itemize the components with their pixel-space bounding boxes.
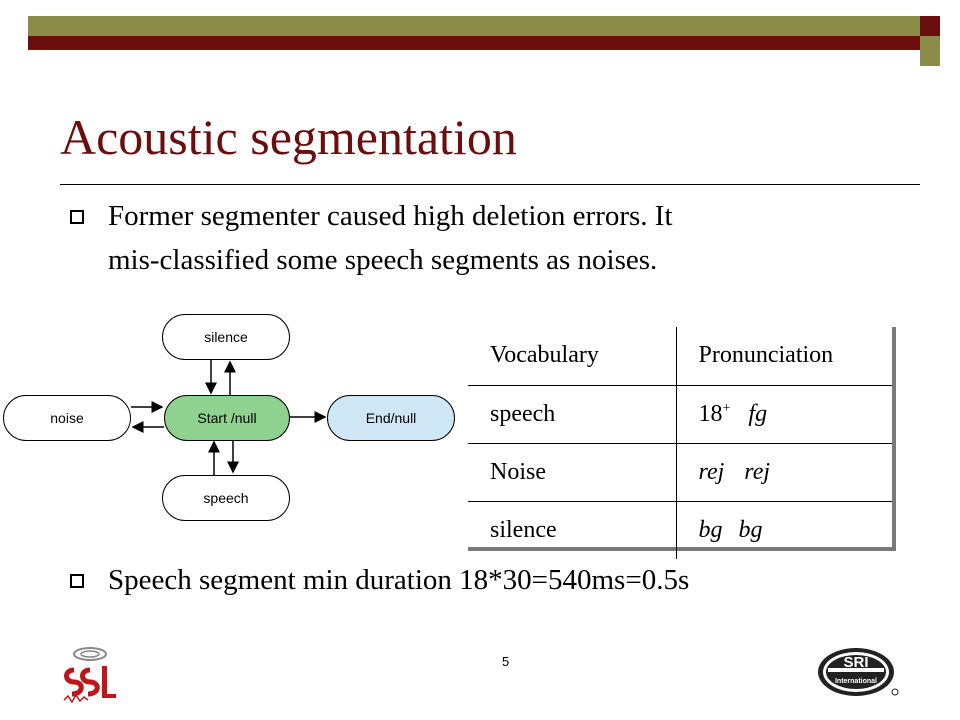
cell-pronunciation [676,443,892,501]
sri-logo-text: SRI [843,654,869,671]
cell-word: Noise [468,443,676,501]
pron-main: rej [698,458,725,485]
pron-rest: fg [748,400,768,427]
header-pronunciation: Pronunciation [676,327,892,385]
table-row [468,443,892,501]
node-end: End/null [327,395,455,441]
slide-title: Acoustic segmentation [60,109,517,165]
node-start: Start /null [164,395,290,441]
header-vocabulary: Vocabulary [468,327,676,385]
bullet-1-line-2: mis-classified some speech segments as noises. [108,244,658,276]
page-number: 5 [502,654,510,669]
vocabulary-table [468,327,892,559]
bullet-2: Speech segment min duration 18*30=540ms=0.5s [108,564,690,596]
sri-logo-icon [816,646,900,700]
cell-word: silence [468,501,676,559]
node-silence: silence [162,314,290,360]
node-speech: speech [162,475,290,521]
table-row [468,385,892,443]
ssli-logo-icon [60,640,120,704]
cell-pronunciation [676,385,892,443]
cell-word: speech [468,385,676,443]
pron-main: bg [698,516,723,543]
pron-main: 18 [698,400,723,427]
node-noise: noise [3,395,131,441]
sri-logo-subtext: International [834,678,878,685]
bullet-square-icon [70,574,84,588]
pron-superscript: + [722,400,731,416]
cell-pronunciation [676,501,892,559]
pron-rest: bg [738,516,763,543]
pron-rest: rej [744,458,771,485]
bullet-1-line-1: Former segmenter caused high deletion errors. It [108,200,673,232]
table-header-row [468,327,892,385]
table-row [468,501,892,559]
